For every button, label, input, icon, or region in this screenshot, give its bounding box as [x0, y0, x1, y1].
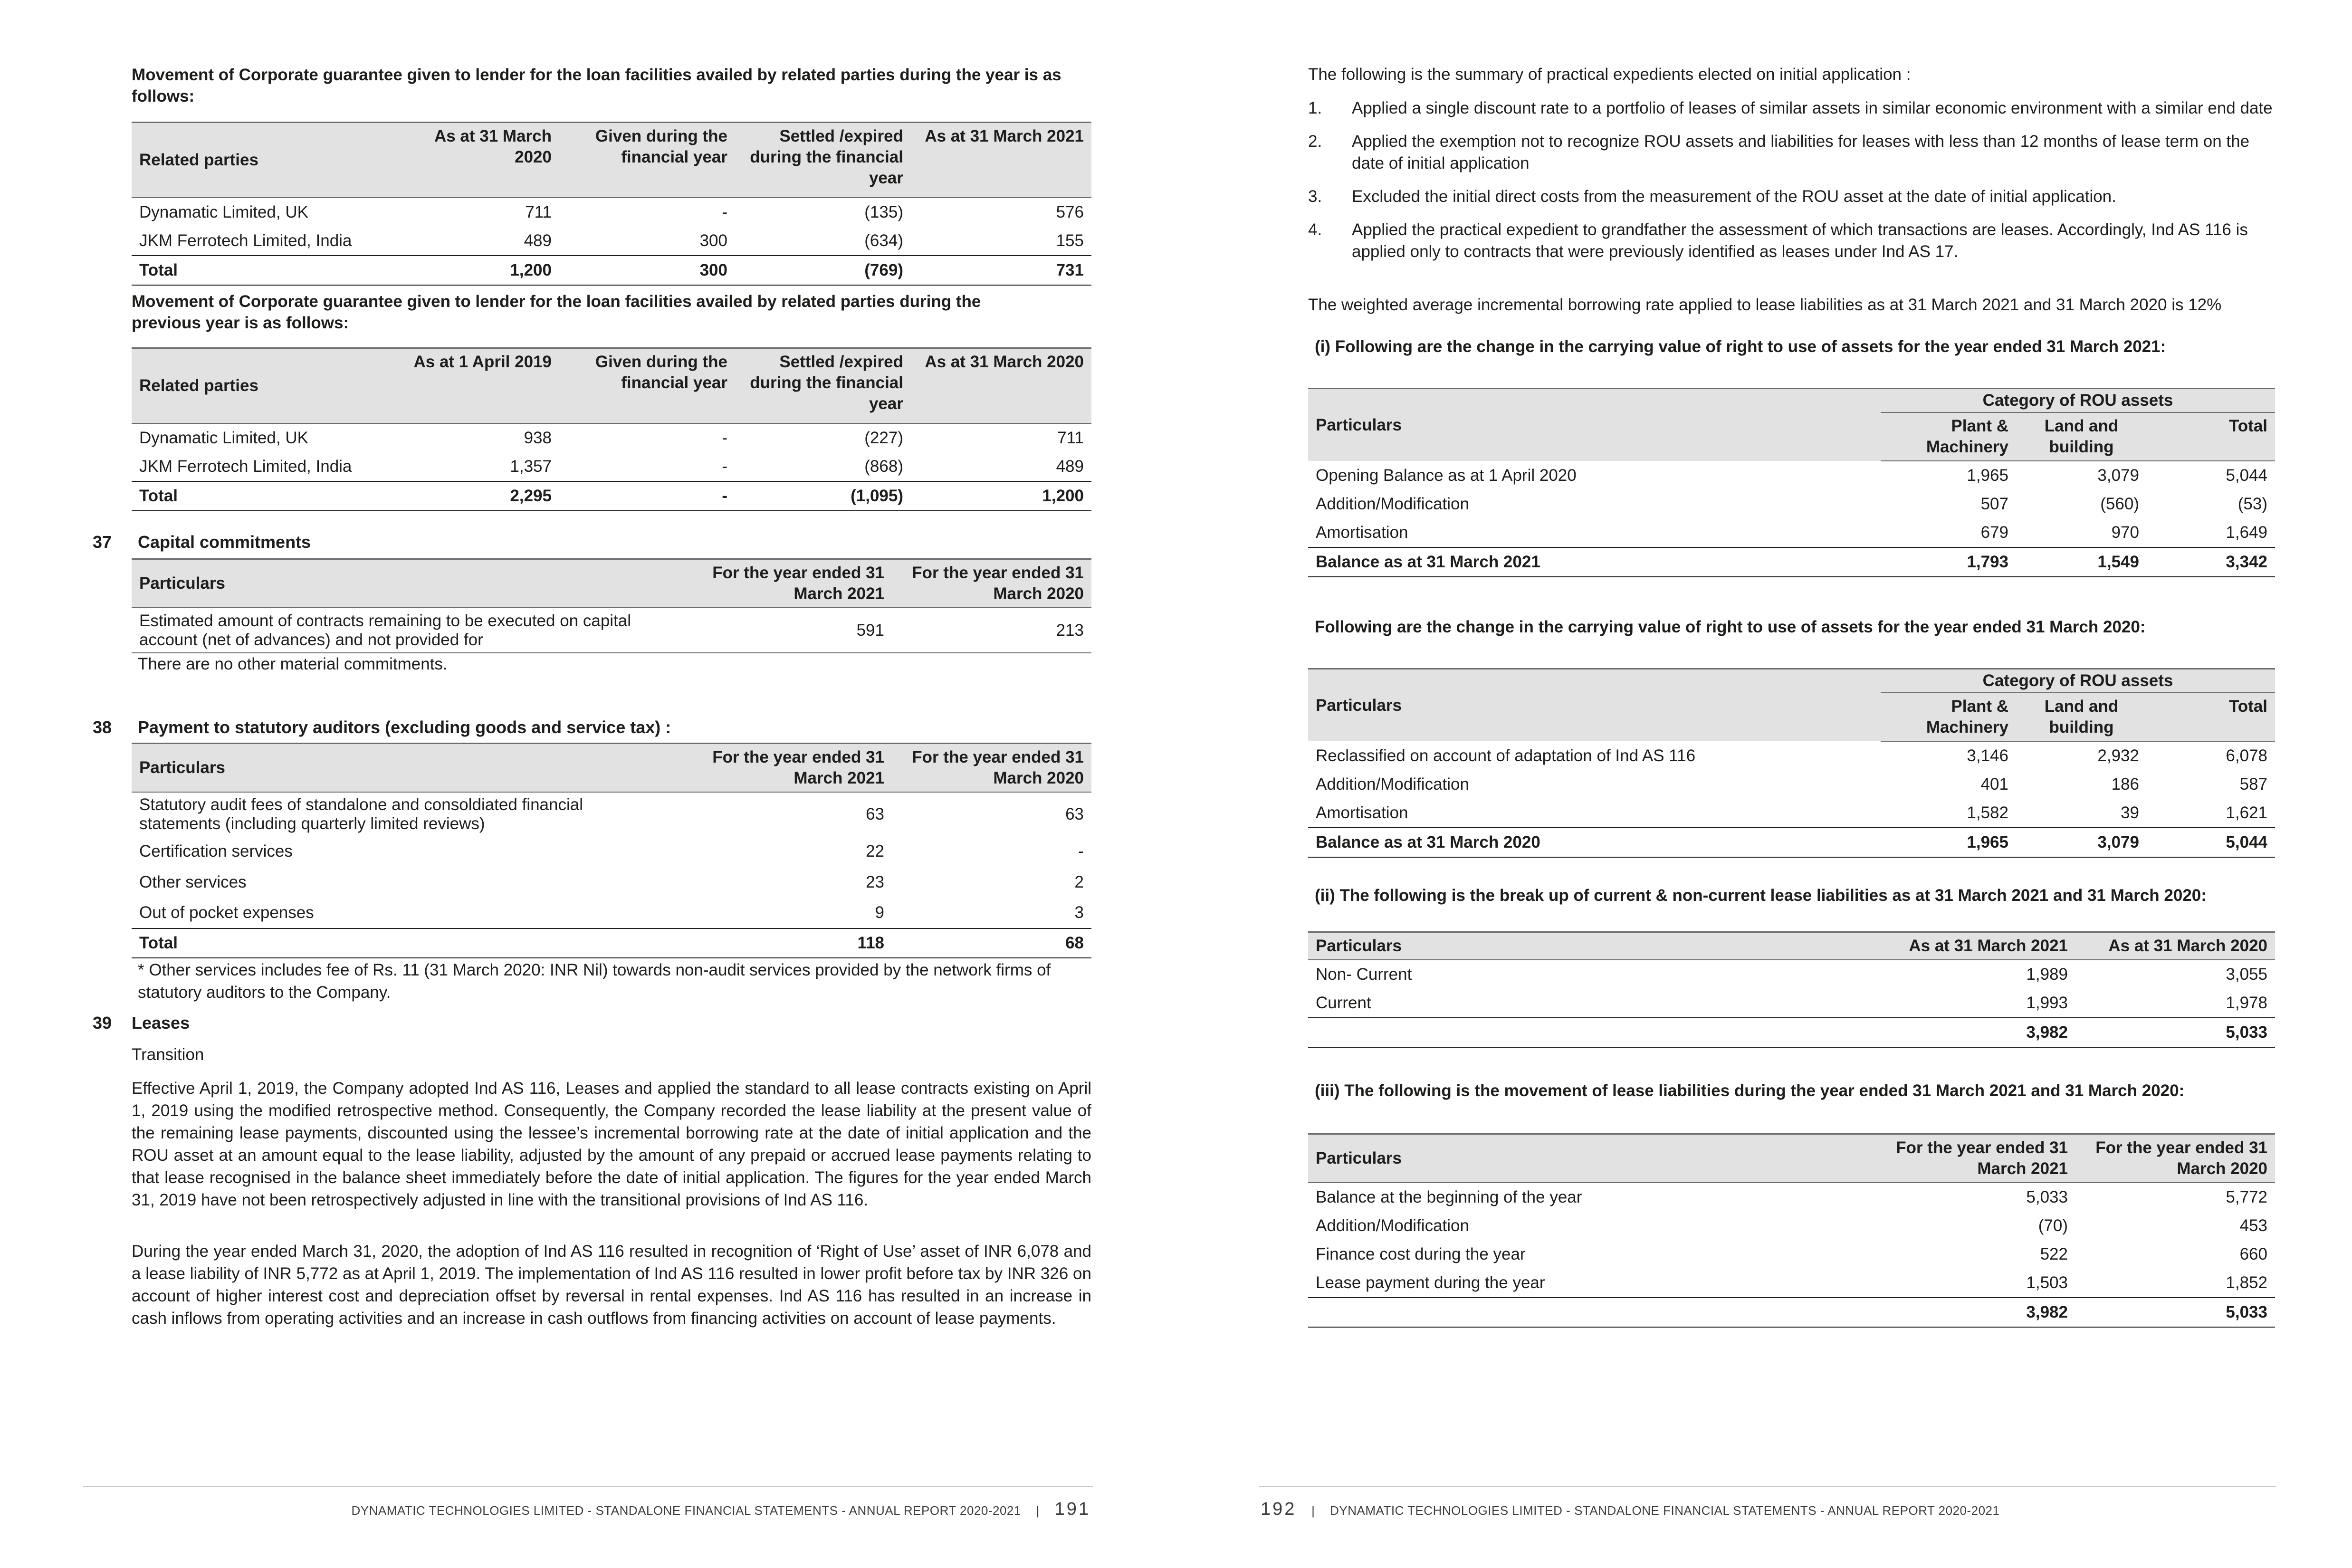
col-header: Related parties	[132, 348, 398, 423]
cell: 1,649	[2226, 523, 2268, 542]
cell: 1,965	[1967, 466, 2008, 485]
footer-rule	[1259, 1486, 2276, 1487]
table-row	[132, 792, 1091, 836]
cell: 2,932	[2097, 746, 2139, 765]
cell: 22	[866, 841, 884, 860]
cell: Dynamatic Limited, UK	[139, 428, 308, 447]
leases-paragraph-1: Effective April 1, 2019, the Company adopted Ind AS 116, Leases and applied the standard to all lease contracts existing on April 1, 2019 using the modified retrospective method. Consequently, the Company recorded the lease liability at the present value of the remaining lease payments, discounted using the lessee’s incremental borrowing rate at the date of initial application and the ROU asset at an amount equal to the lease liability, adjusted by the amount of any prepaid or accrued lease payments relating to that lease recognised in the balance sheet immediately before the date of initial application. The figures for the year ended March 31, 2019 have not been retrospectively adjusted in line with the transitional provisions of Ind AS 116.	[132, 1079, 1091, 1209]
cell: 3	[1074, 903, 1084, 922]
total-row	[132, 481, 1091, 511]
cell: 3,079	[2097, 466, 2139, 485]
cell: Current	[1316, 994, 1371, 1012]
cell: 5,033	[2075, 1298, 2275, 1327]
list-item	[1308, 131, 2275, 174]
page-number: 192	[1261, 1499, 1297, 1519]
col-header: As at 1 April 2019	[398, 348, 559, 423]
cell: 2,295	[398, 481, 559, 511]
col-header: For the year ended 31 March 2020	[892, 559, 1091, 608]
table-row	[1308, 518, 2275, 547]
cell: 1,989	[2026, 965, 2068, 984]
cell: -	[559, 481, 735, 511]
cell: 679	[1980, 523, 2008, 542]
table-row	[1308, 989, 2275, 1018]
cell: 3,342	[2147, 547, 2275, 577]
commitments-note: There are no other material commitments.	[138, 655, 448, 673]
col-header: As at 31 March 2021	[911, 123, 1091, 198]
lease-movement-table	[1308, 1133, 2275, 1328]
cell: 186	[2111, 775, 2139, 794]
cell: JKM Ferrotech Limited, India	[139, 231, 352, 250]
footer-text: DYNAMATIC TECHNOLOGIES LIMITED - STANDALONE FINANCIAL STATEMENTS - ANNUAL REPORT 2020-2021	[1330, 1503, 2000, 1518]
cell: 1,978	[2226, 994, 2267, 1012]
col-header: For the year ended 31 March 2020	[2075, 1134, 2275, 1183]
cell: (135)	[864, 202, 903, 221]
col-header: Particulars	[132, 744, 692, 793]
col-header: Given during the financial year	[559, 123, 735, 198]
cell: 6,078	[2226, 746, 2268, 765]
rou-2021-table	[1308, 388, 2275, 577]
cell: 587	[2239, 775, 2268, 794]
cell: 660	[2239, 1245, 2267, 1263]
cell: 591	[692, 608, 892, 653]
list-number: 1.	[1308, 99, 1322, 117]
list-text: Applied the exemption not to recognize ROU assets and liabilities for leases with less than 12 months of lease term on the date of initial application	[1352, 132, 2250, 172]
leases-paragraph-2: During the year ended March 31, 2020, the adoption of Ind AS 116 resulted in recognition of ‘Right of Use’ asset of INR 6,078 and a lease liability of INR 5,772 as at April 1, 2019. The implementation of Ind AS 116 resulted in lower profit before tax by INR 326 on account of higher interest cost and depreciation offset by reversal in rental expenses. Ind AS 116 has resulted in an increase in cash inflows from operating activities and an increase in cash outflows from financing activities on account of lease payments.	[132, 1242, 1091, 1328]
section-number: 37	[93, 532, 112, 552]
capital-commitments-table	[132, 558, 1091, 653]
guarantee-previous-table	[132, 347, 1091, 511]
cell: 68	[892, 928, 1091, 958]
cell: Balance as at 31 March 2020	[1308, 828, 1881, 857]
cell: 39	[2121, 803, 2139, 822]
cell: 453	[2239, 1216, 2267, 1235]
guarantee-current-heading: Movement of Corporate guarantee given to lender for the loan facilities availed by related parties during the year is as follows:	[132, 66, 1061, 105]
col-header: For the year ended 31 March 2021	[692, 559, 892, 608]
cell: 1,852	[2226, 1273, 2267, 1292]
col-header: As at 31 March 2020	[2075, 932, 2275, 960]
cell: 1,549	[2016, 547, 2147, 577]
cell: 63	[1065, 804, 1084, 823]
cell: (1,095)	[735, 481, 911, 511]
cell: (560)	[2100, 495, 2139, 513]
cell: Other services	[139, 872, 247, 891]
cell: (53)	[2237, 495, 2268, 513]
footer	[283, 1499, 1090, 1520]
cell: 3,982	[1876, 1018, 2075, 1047]
col-header: For the year ended 31 March 2020	[892, 744, 1091, 793]
total-row	[1308, 828, 2275, 857]
cell: (769)	[735, 256, 911, 285]
col-header: As at 31 March 2021	[1876, 932, 2075, 960]
cell: 970	[2111, 523, 2139, 542]
expedients-intro: The following is the summary of practical expedients elected on initial application :	[1308, 65, 1911, 84]
cell: Balance at the beginning of the year	[1316, 1188, 1582, 1206]
total-row	[132, 928, 1091, 958]
list-text: Applied a single discount rate to a portfolio of leases of similar assets in similar economic environment with a similar end date	[1352, 99, 2273, 117]
cell: 1,200	[911, 481, 1091, 511]
cell: 1,582	[1967, 803, 2008, 822]
group-header: Category of ROU assets	[1881, 389, 2275, 413]
cell: 1,621	[2226, 803, 2268, 822]
table-row	[1308, 960, 2275, 989]
cell: Estimated amount of contracts remaining to be executed on capital account (net of advances) and not provided for	[132, 608, 692, 653]
cell: (227)	[864, 428, 903, 447]
section-subtitle: Transition	[132, 1045, 204, 1064]
cell: 1,357	[510, 457, 552, 476]
cell: 401	[1980, 775, 2008, 794]
cell: 489	[524, 231, 552, 250]
cell: Addition/Modification	[1316, 495, 1469, 513]
cell: 23	[866, 872, 884, 891]
table-row	[132, 836, 1091, 867]
col-header: Particulars	[1308, 932, 1876, 960]
cell: 1,993	[2026, 994, 2068, 1012]
table-row	[1308, 1212, 2275, 1240]
col-header: Particulars	[1308, 1134, 1876, 1183]
cell: Total	[132, 256, 398, 285]
cell: 3,982	[1876, 1298, 2075, 1327]
cell: -	[722, 202, 727, 221]
footer-separator: |	[1036, 1503, 1040, 1518]
group-header: Category of ROU assets	[1881, 669, 2275, 693]
cell: 731	[911, 256, 1091, 285]
borrowing-rate-text: The weighted average incremental borrowing rate applied to lease liabilities as at 31 March 2021 and 31 March 2020 is 12%	[1308, 296, 2222, 314]
cell: 9	[875, 903, 884, 922]
section-title: Capital commitments	[138, 532, 311, 552]
guarantee-previous-heading: Movement of Corporate guarantee given to lender for the loan facilities availed by related parties during the previous year is as follows:	[132, 292, 981, 332]
cell: 1,965	[1881, 828, 2016, 857]
cell: Statutory audit fees of standalone and consoldiated financial statements (including quarterly limited reviews)	[139, 795, 583, 833]
col-header: Plant & Machinery	[1881, 412, 2016, 461]
total-row	[1308, 1018, 2275, 1047]
table-row	[132, 898, 1091, 928]
cell: Total	[132, 928, 692, 958]
table-row	[1308, 741, 2275, 770]
footer-rule	[83, 1486, 1093, 1487]
cell: 1,503	[2026, 1273, 2068, 1292]
section-title: Payment to statutory auditors (excluding goods and service tax) :	[138, 717, 671, 737]
cell: 1,793	[1881, 547, 2016, 577]
list-text: Applied the practical expedient to grandfather the assessment of which transactions are leases. Accordingly, Ind AS 116 is applied only to contracts that were previously identified as leases under Ind AS 17.	[1352, 220, 2248, 261]
col-header: Land and building	[2016, 412, 2147, 461]
cell: 711	[1057, 428, 1084, 447]
lease-breakup-heading: (ii) The following is the break up of current & non-current lease liabilities as at 31 March 2021 and 31 March 2020:	[1315, 886, 2207, 905]
section-title: Leases	[132, 1013, 190, 1033]
footer-text: DYNAMATIC TECHNOLOGIES LIMITED - STANDALONE FINANCIAL STATEMENTS - ANNUAL REPORT 2020-2021	[351, 1503, 1021, 1518]
cell: Dynamatic Limited, UK	[139, 202, 308, 221]
col-header: Plant & Machinery	[1881, 693, 2016, 741]
section-number: 38	[93, 717, 112, 737]
col-header: Related parties	[132, 123, 398, 198]
table-row	[1308, 799, 2275, 828]
cell: 5,772	[2226, 1188, 2267, 1206]
cell: 3,079	[2016, 828, 2147, 857]
cell: 155	[1056, 231, 1084, 250]
table-row	[132, 227, 1091, 256]
col-header: Particulars	[1308, 669, 1881, 742]
cell: Amortisation	[1316, 523, 1408, 542]
section-number: 39	[93, 1013, 112, 1033]
list-text: Excluded the initial direct costs from the measurement of the ROU asset at the date of initial application.	[1352, 187, 2116, 206]
cell: 300	[699, 231, 727, 250]
cell: 213	[892, 608, 1091, 653]
cell: Out of pocket expenses	[139, 903, 314, 922]
list-item	[1308, 219, 2275, 263]
cell: JKM Ferrotech Limited, India	[139, 457, 352, 476]
cell: 5,033	[2075, 1018, 2275, 1047]
total-row	[132, 256, 1091, 285]
table-row	[132, 423, 1091, 452]
cell: -	[1078, 841, 1084, 860]
cell: -	[722, 457, 727, 476]
cell: 507	[1980, 495, 2008, 513]
list-number: 3.	[1308, 187, 1322, 206]
cell: 5,044	[2147, 828, 2275, 857]
cell: 5,033	[2026, 1188, 2068, 1206]
table-row	[132, 198, 1091, 227]
cell: 711	[525, 202, 552, 221]
col-header: As at 31 March 2020	[911, 348, 1091, 423]
table-row	[132, 452, 1091, 481]
col-header: Settled /expired during the financial year	[735, 123, 911, 198]
cell: 522	[2040, 1245, 2068, 1263]
auditors-footnote: * Other services includes fee of Rs. 11 (31 March 2020: INR Nil) towards non-audit services provided by the network firms of statutory auditors to the Company.	[138, 961, 1051, 1002]
footer	[1261, 1499, 2211, 1520]
list-number: 2.	[1308, 132, 1322, 151]
table-row	[1308, 1240, 2275, 1269]
lease-movement-heading: (iii) The following is the movement of lease liabilities during the year ended 31 March 2021 and 31 March 2020:	[1315, 1081, 2185, 1100]
cell: 5,044	[2226, 466, 2268, 485]
col-header: Given during the financial year	[559, 348, 735, 423]
cell: Total	[132, 481, 398, 511]
cell: (868)	[864, 457, 903, 476]
cell: 3,146	[1967, 746, 2008, 765]
cell: Reclassified on account of adaptation of Ind AS 116	[1316, 746, 1696, 765]
cell: 1,200	[398, 256, 559, 285]
col-header: Particulars	[1308, 389, 1881, 461]
lease-breakup-table	[1308, 931, 2275, 1048]
table-row	[1308, 1183, 2275, 1212]
auditors-payment-table	[132, 743, 1091, 958]
col-header: For the year ended 31 March 2021	[1876, 1134, 2075, 1183]
col-header: For the year ended 31 March 2021	[692, 744, 892, 793]
cell: 489	[1056, 457, 1084, 476]
table-row	[1308, 770, 2275, 799]
cell: 118	[692, 928, 892, 958]
expedients-list	[1308, 97, 2275, 274]
cell: Certification services	[139, 841, 293, 860]
col-header: Total	[2147, 693, 2275, 741]
cell: 938	[524, 428, 552, 447]
total-row	[1308, 1298, 2275, 1327]
list-item	[1308, 97, 2275, 119]
cell: 576	[1056, 202, 1084, 221]
col-header: Land and building	[2016, 693, 2147, 741]
page-number: 191	[1054, 1499, 1090, 1519]
cell: 3,055	[2226, 965, 2267, 984]
list-number: 4.	[1308, 220, 1322, 239]
cell: Opening Balance as at 1 April 2020	[1316, 466, 1577, 485]
col-header: Particulars	[132, 559, 692, 608]
table-row	[1308, 461, 2275, 490]
cell: 300	[559, 256, 735, 285]
col-header: As at 31 March 2020	[398, 123, 559, 198]
guarantee-current-table	[132, 122, 1091, 286]
cell: Addition/Modification	[1316, 775, 1469, 794]
table-row	[1308, 490, 2275, 518]
table-row	[132, 608, 1091, 653]
cell: Lease payment during the year	[1316, 1273, 1545, 1292]
cell	[1308, 1018, 1876, 1047]
table-row	[1308, 1269, 2275, 1298]
cell: 2	[1074, 872, 1084, 891]
total-row	[1308, 547, 2275, 577]
cell: Addition/Modification	[1316, 1216, 1469, 1235]
cell: Amortisation	[1316, 803, 1408, 822]
cell: Finance cost during the year	[1316, 1245, 1526, 1263]
cell: Balance as at 31 March 2021	[1308, 547, 1881, 577]
cell: 63	[866, 804, 884, 823]
col-header: Settled /expired during the financial year	[735, 348, 911, 423]
list-item	[1308, 186, 2275, 208]
rou-2020-table	[1308, 668, 2275, 858]
rou-2021-heading: (i) Following are the change in the carrying value of right to use of assets for the year ended 31 March 2021:	[1315, 337, 2166, 356]
col-header: Total	[2147, 412, 2275, 461]
cell: -	[722, 428, 727, 447]
cell: Non- Current	[1316, 965, 1412, 984]
rou-2020-heading: Following are the change in the carrying value of right to use of assets for the year ended 31 March 2020:	[1315, 618, 2146, 636]
cell: (70)	[2038, 1216, 2068, 1235]
cell: (634)	[864, 231, 903, 250]
cell	[1308, 1298, 1876, 1327]
table-row	[132, 867, 1091, 898]
footer-separator: |	[1311, 1503, 1315, 1518]
